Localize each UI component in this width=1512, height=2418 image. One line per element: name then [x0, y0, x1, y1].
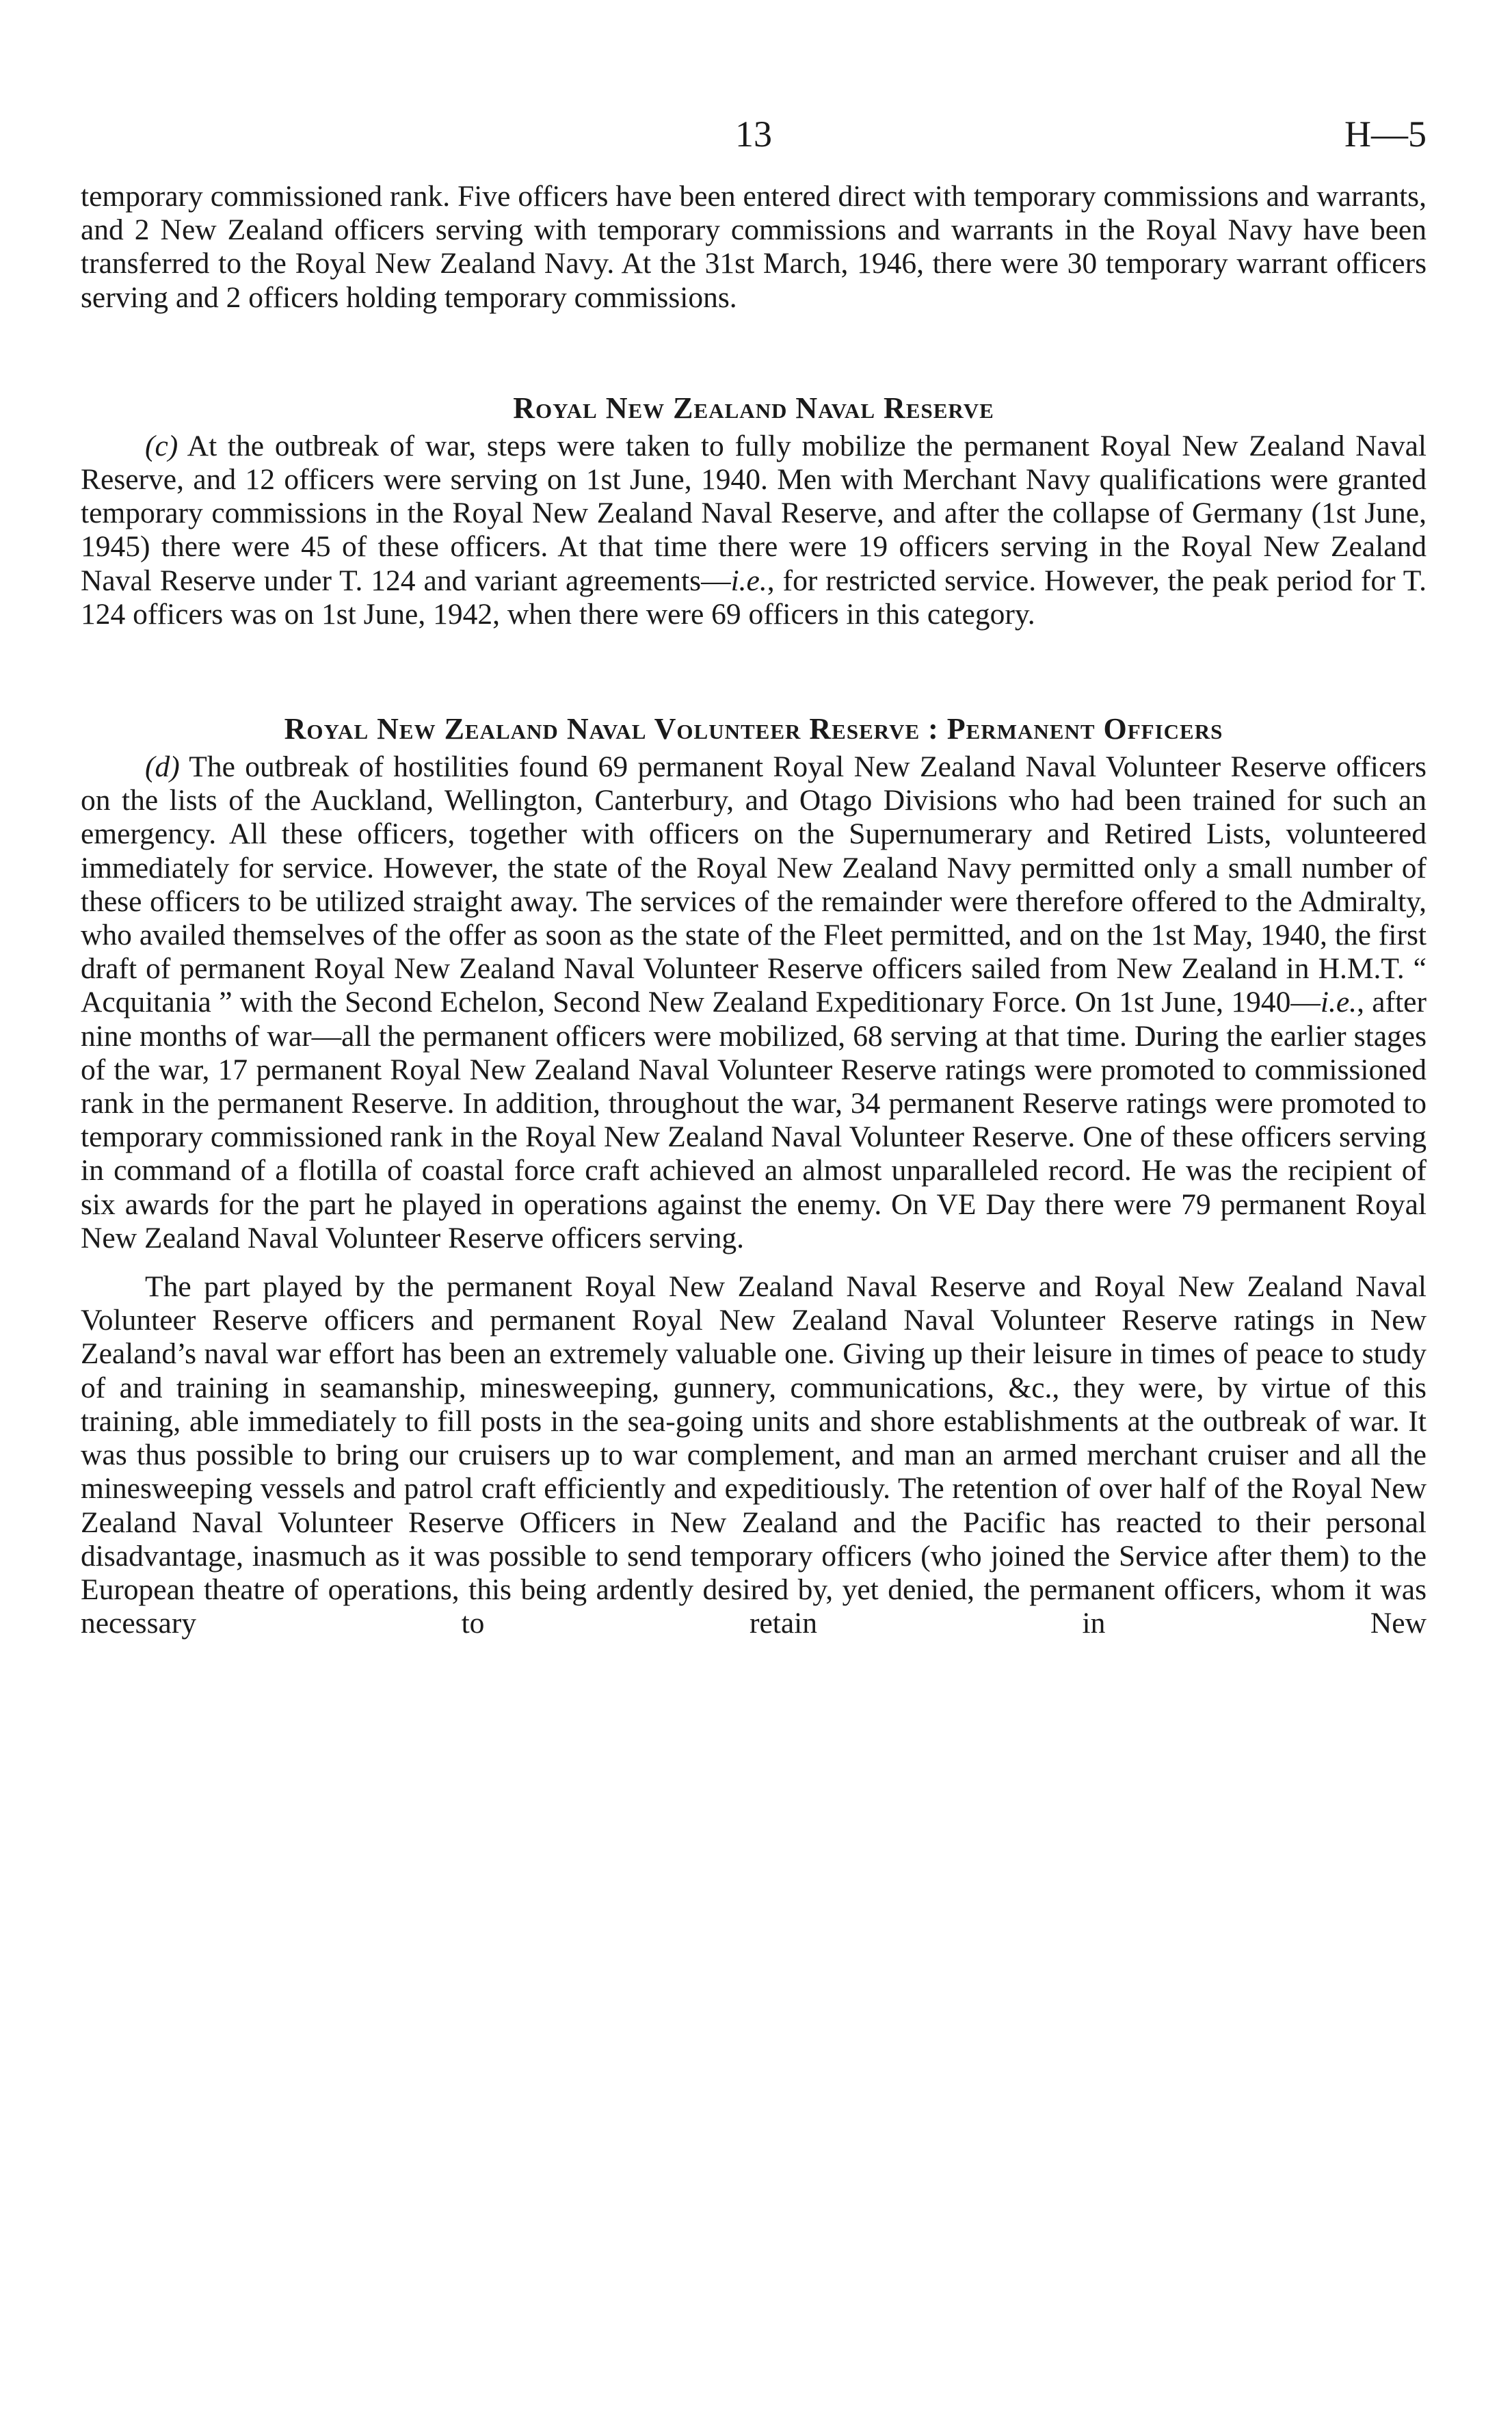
page-number: 13 — [735, 114, 772, 155]
paragraph-d-text-b: , after nine months of war—all the permanent officers were mobilized, 68 serving at that time. During the earlier stages of the war, 17 permanent Royal New Zealand Naval Volunteer Reserve ratings were promoted to commissioned rank in the permanent Reserve. In addition, throughout the war, 34 permanent Reserve ratings were promoted to temporary commissioned rank in the Royal New Zealand Naval Volunteer Reserve. One of these officers serving in command of a flotilla of coastal force craft achieved an almost unparalleled record. He was the recipient of six awards for the part he played in operations against the enemy. On VE Day there were 79 permanent Royal New Zealand Naval Volunteer Reserve officers serving. — [81, 986, 1427, 1254]
paragraph-d — [81, 750, 1427, 1255]
paragraph-c-ie: i.e. — [730, 564, 767, 597]
part-played-paragraph: The part played by the permanent Royal New Zealand Naval Reserve and Royal New Zealand Naval Volunteer Reserve officers and permanent Royal New Zealand Naval Volunteer Reserve ratings in New Zealand’s naval war effort has been an extremely valuable one. Giving up their leisure in times of peace to study of and training in seamanship, minesweeping, gunnery, communications, &c., they were, by virtue of this training, able immediately to fill posts in the sea-going units and shore establishments at the outbreak of war. It was thus possible to bring our cruisers up to war complement, and man an armed merchant cruiser and all the minesweeping vessels and patrol craft efficiently and expeditiously. The retention of over half of the Royal New Zealand Naval Volunteer Reserve Officers in New Zealand and the Pacific has reacted to their personal disadvantage, inasmuch as it was possible to send temporary officers (who joined the Service after them) to the European theatre of operations, this being ardently desired by, yet denied, the permanent officers, whom it was necessary to retain in New — [81, 1270, 1427, 1640]
running-header — [81, 113, 1427, 168]
document-reference: H—5 — [1344, 114, 1427, 155]
section-heading-rnzn-reserve: Royal New Zealand Naval Reserve — [513, 391, 994, 425]
section-heading-rnzvr-permanent-officers: Royal New Zealand Naval Volunteer Reserve : Permanent Officers — [284, 712, 1223, 746]
paragraph-c-text: At the outbreak of war, steps were taken to fully mobilize the permanent Royal New Zealand Naval Reserve, and 12 officers were serving on 1st June, 1940. Men with Merchant Navy qualifications were granted temporary commissions in the Royal New Zealand Naval Reserve, and after the collapse of Germany (1st June, 1945) there were 45 of these officers. At that time there were 19 officers serving in the Royal New Zealand Naval Reserve under T. 124 and variant agreements— — [81, 429, 1427, 597]
paragraph-c — [81, 430, 1427, 631]
paragraph-c-text-end: , for restricted service. However, the peak period for T. 124 officers was on 1st June, 1942, when there were 69 officers in this category. — [81, 564, 1427, 631]
document-page — [81, 113, 1427, 1640]
paragraph-label-d: (d) — [145, 750, 180, 784]
intro-paragraph: temporary commissioned rank. Five officers have been entered direct with temporary commissions and warrants, and 2 New Zealand officers serving with temporary commissions and warrants in the Royal Navy have been transferred to the Royal New Zealand Navy. At the 31st March, 1946, there were 30 temporary warrant officers serving and 2 officers holding temporary commissions. — [81, 180, 1427, 314]
paragraph-d-text-a: The outbreak of hostilities found 69 permanent Royal New Zealand Naval Volunteer Reserve officers on the lists of the Auckland, Wellington, Canterbury, and Otago Divisions who had been trained for such an emergency. All these officers, together with officers on the Supernumerary and Retired Lists, volunteered immediately for service. However, the state of the Royal New Zealand Navy permitted only a small number of these officers to be utilized straight away. The services of the remainder were therefore offered to the Admiralty, who availed themselves of the offer as soon as the state of the Fleet permitted, and on the 1st May, 1940, the first draft of permanent Royal New Zealand Naval Volunteer Reserve officers sailed from New Zealand in H.M.T. “ Acquitania ” with the Second Echelon, Second New Zealand Expeditionary Force. On 1st June, 1940— — [81, 750, 1427, 1019]
paragraph-label-c: (c) — [145, 429, 178, 462]
paragraph-d-ie: i.e. — [1320, 986, 1357, 1019]
